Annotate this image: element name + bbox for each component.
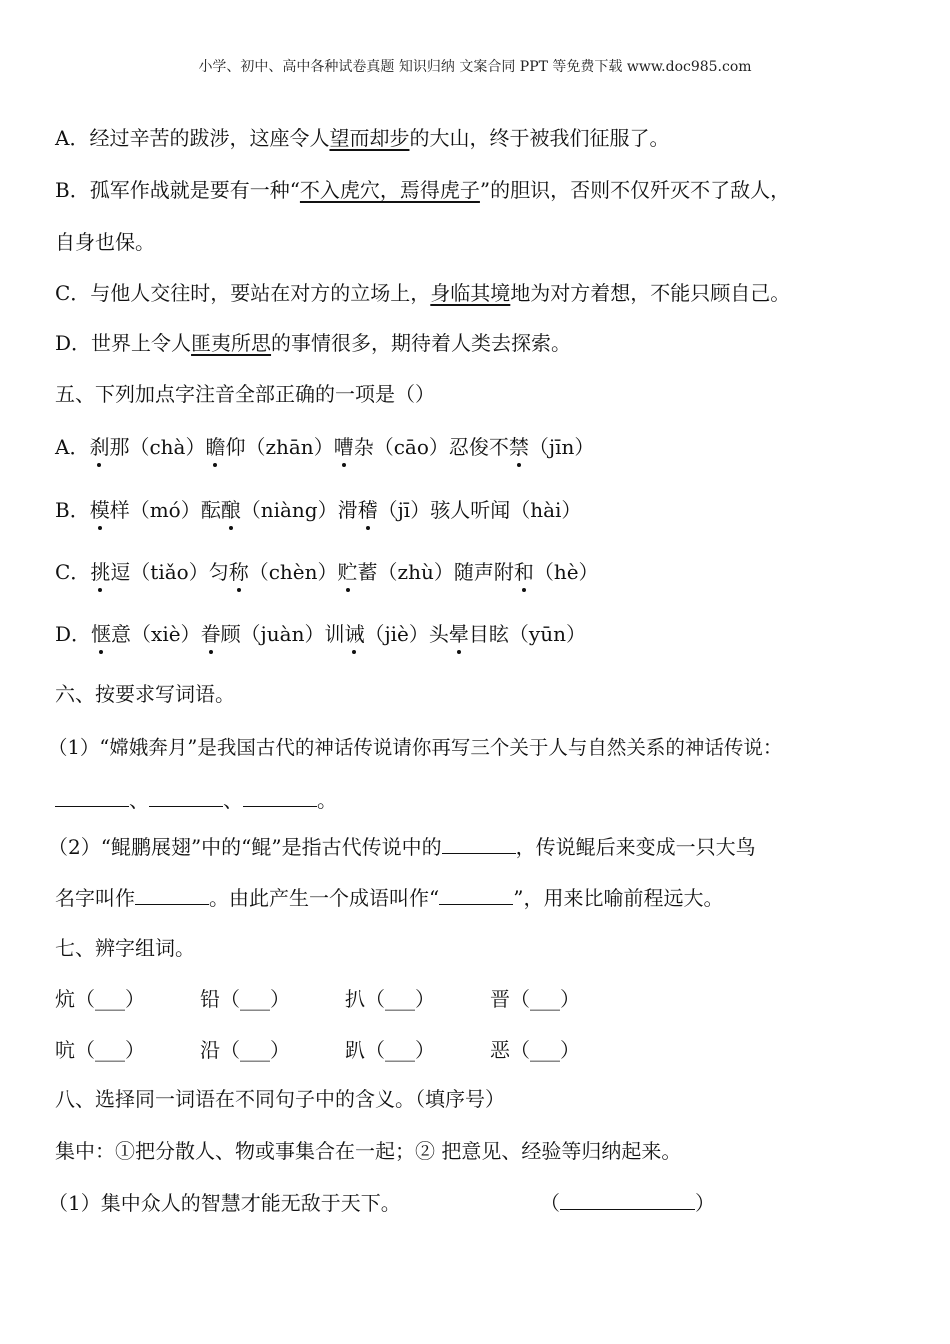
q6-part2-text: 名字叫作 xyxy=(55,886,135,910)
q5-c-seg: （hè） xyxy=(533,560,599,584)
q5-option-b xyxy=(55,496,581,524)
dotted-char: 眷 xyxy=(200,622,221,646)
q4-option-a-underlined: 望而却步 xyxy=(329,126,410,150)
q4-option-d-underlined: 匪夷所思 xyxy=(191,331,272,355)
q5-b-label: B． xyxy=(55,498,90,522)
q7-title: 七、辨字组词。 xyxy=(55,936,195,960)
q4-option-c-underlined: 身临其境 xyxy=(430,281,511,305)
paren-close: ） xyxy=(695,1191,715,1215)
q6-title: 六、按要求写词语。 xyxy=(55,682,235,706)
dotted-char: 禁 xyxy=(508,435,529,459)
q4-option-b-text: B．孤军作战就是要有一种“ xyxy=(55,178,300,202)
q7-item[interactable]: 趴（___） xyxy=(345,1038,435,1062)
q5-c-seg: 蓄（zhù）随声附 xyxy=(357,560,514,584)
q4-option-d xyxy=(55,329,571,357)
q5-b-seg: （niàng）滑 xyxy=(240,498,358,522)
q4-option-a xyxy=(55,124,669,152)
q8-definition: 集中：①把分散人、物或事集合在一起；② 把意见、经验等归纳起来。 xyxy=(55,1139,682,1163)
q7-item[interactable]: 恶（___） xyxy=(490,1038,580,1062)
q5-a-seg: 那（chà） xyxy=(109,435,206,459)
q4-option-b-rest: ”的胆识，否则不仅歼灭不了敌人， xyxy=(479,178,791,202)
dotted-char: 晕 xyxy=(448,622,469,646)
q7-item[interactable]: 沿（___） xyxy=(200,1038,290,1062)
q4-option-c xyxy=(55,279,790,307)
dotted-char: 刹 xyxy=(89,435,110,459)
dotted-char: 瞻 xyxy=(205,435,226,459)
q4-option-b xyxy=(55,176,790,204)
q4-option-a-rest: 的大山，终于被我们征服了。 xyxy=(409,126,670,150)
q5-option-c xyxy=(55,558,599,586)
dotted-char: 诫 xyxy=(344,622,365,646)
q5-c-seg: 逗（tiǎo）匀 xyxy=(110,560,229,584)
q4-option-b-underlined: 不入虎穴，焉得虎子 xyxy=(299,178,480,202)
q5-c-label: C． xyxy=(55,560,91,584)
q4-option-c-text: C．与他人交往时，要站在对方的立场上， xyxy=(55,281,431,305)
dotted-char: 贮 xyxy=(337,560,358,584)
q4-option-d-text: D．世界上令人 xyxy=(55,331,192,355)
q4-option-b-continued: 自身也保。 xyxy=(55,230,155,254)
q8-sentence-1: （1）集中众人的智慧才能无敌于天下。 xyxy=(48,1191,401,1215)
q5-title: 五、下列加点字注音全部正确的一项是（） xyxy=(55,382,435,406)
q5-d-seg: 目眩（yūn） xyxy=(468,622,586,646)
dotted-char: 和 xyxy=(513,560,534,584)
answer-blank[interactable] xyxy=(149,788,223,807)
q6-part2-text: 。由此产生一个成语叫作“ xyxy=(209,886,440,910)
q4-option-d-rest: 的事情很多，期待着人类去探索。 xyxy=(271,331,572,355)
q5-c-seg: （chèn） xyxy=(248,560,338,584)
dotted-char: 称 xyxy=(228,560,249,584)
dotted-char: 模 xyxy=(89,498,110,522)
q5-d-seg: 意（xiè） xyxy=(111,622,201,646)
q5-d-seg: （jiè）头 xyxy=(364,622,449,646)
page-header: 小学、初中、高中各种试卷真题 知识归纳 文案合同 PPT 等免费下载 www.doc985.com xyxy=(198,59,752,75)
answer-blank[interactable] xyxy=(439,886,513,905)
separator: 、 xyxy=(223,788,243,812)
q7-item[interactable]: 吭（___） xyxy=(55,1038,145,1062)
answer-blank[interactable] xyxy=(55,788,129,807)
dotted-char: 嘈 xyxy=(333,435,354,459)
period: 。 xyxy=(317,788,337,812)
q5-d-seg: 顾（juàn）训 xyxy=(220,622,345,646)
paren-open: （ xyxy=(540,1191,560,1215)
q6-part2-line2 xyxy=(55,884,723,912)
q5-b-seg: 样（mó）酝 xyxy=(109,498,221,522)
q6-part2-text: ”，用来比喻前程远大。 xyxy=(513,886,724,910)
q4-option-c-rest: 地为对方着想，不能只顾自己。 xyxy=(510,281,791,305)
q5-b-seg: （jī）骇人听闻（hài） xyxy=(377,498,582,522)
q5-a-seg: （jīn） xyxy=(528,435,595,459)
dotted-char: 惬 xyxy=(91,622,112,646)
q5-option-d xyxy=(55,620,586,648)
dotted-char: 稽 xyxy=(357,498,378,522)
q5-d-label: D． xyxy=(55,622,92,646)
dotted-char: 酿 xyxy=(220,498,241,522)
q5-a-seg: 仰（zhān） xyxy=(225,435,334,459)
separator: 、 xyxy=(129,788,149,812)
q6-part1: （1）“嫦娥奔月”是我国古代的神话传说请你再写三个关于人与自然关系的神话传说： xyxy=(48,736,783,759)
dotted-char: 挑 xyxy=(90,560,111,584)
answer-blank[interactable] xyxy=(442,835,516,854)
q6-part2-text: （2）“鲲鹏展翅”中的“鲲”是指古代传说中的 xyxy=(48,835,442,859)
q5-a-label: A． xyxy=(55,435,90,459)
answer-blank[interactable] xyxy=(560,1191,695,1210)
q6-part1-answers xyxy=(55,786,337,814)
answer-blank[interactable] xyxy=(135,886,209,905)
q7-item[interactable]: 铅（___） xyxy=(200,987,290,1011)
q4-option-a-text: A．经过辛苦的跋涉，这座令人 xyxy=(55,126,330,150)
q7-item[interactable]: 晋（___） xyxy=(490,987,580,1011)
q5-option-a xyxy=(55,433,594,461)
q7-item[interactable]: 扒（___） xyxy=(345,987,435,1011)
answer-blank[interactable] xyxy=(243,788,317,807)
q8-answer-1 xyxy=(540,1189,715,1217)
q6-part2-text: ，传说鲲后来变成一只大鸟 xyxy=(515,835,756,859)
q8-title: 八、选择同一词语在不同句子中的含义。（填序号） xyxy=(55,1087,505,1111)
q7-item[interactable]: 炕（___） xyxy=(55,987,145,1011)
q5-a-seg: 杂（cāo）忍俊不 xyxy=(353,435,509,459)
q6-part2-line1 xyxy=(48,833,756,861)
